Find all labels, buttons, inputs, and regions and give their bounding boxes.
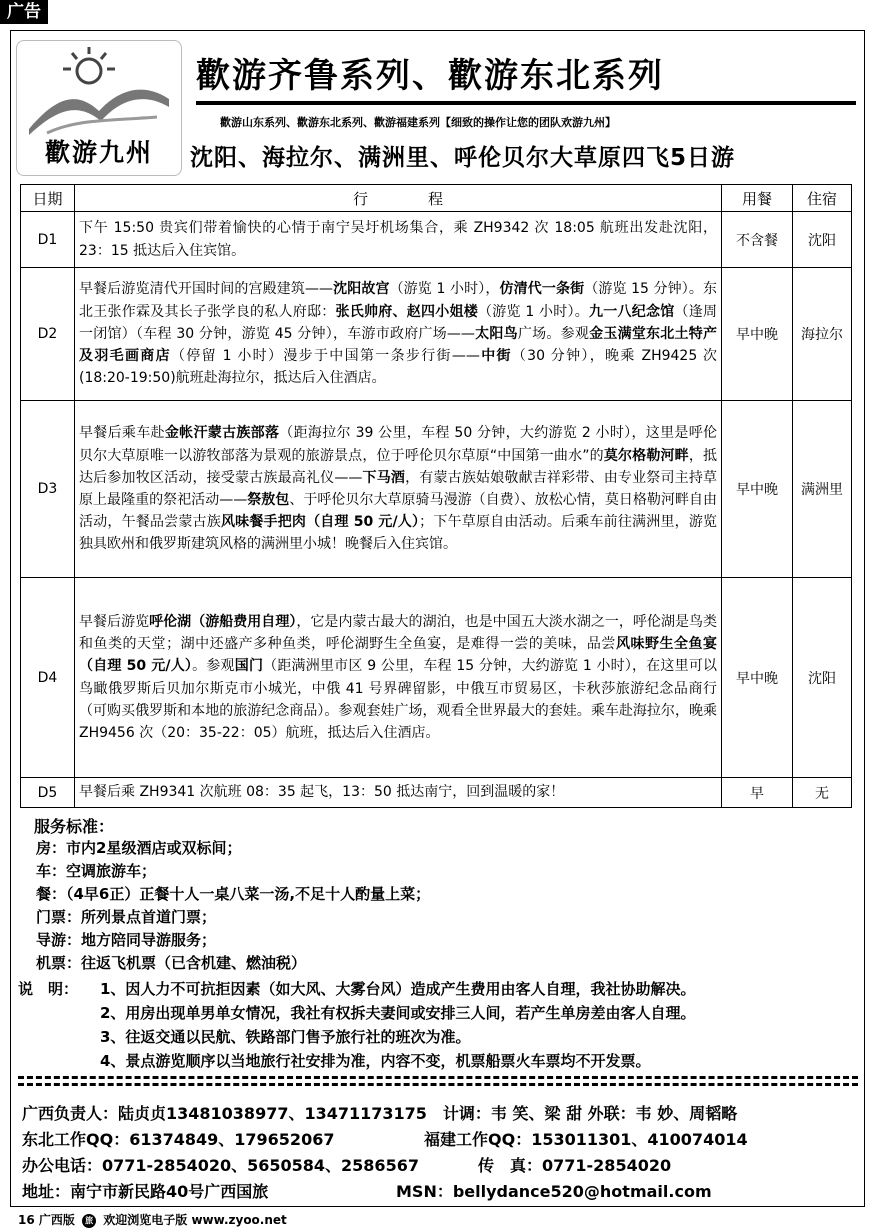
sun-mountain-icon xyxy=(17,41,181,141)
day-cell: D5 xyxy=(21,778,75,808)
edition-label: 广西版 xyxy=(38,1213,75,1227)
itinerary-text: （距海拉尔 39 公里，车程 50 分钟，大约游览 2 小时），这里是呼伦贝尔大草原唯一以游牧部落为景观的旅游景点，位于呼伦贝尔草原“中国第一曲水”的 xyxy=(79,425,718,464)
hotel-cell: 沈阳 xyxy=(793,578,852,778)
header-meal: 用餐 xyxy=(722,185,793,212)
itinerary-text: ，它是内蒙古最大的湖泊，也是中国五大淡水湖之一，呼伦湖是鸟类和鱼类的天堂；湖中还盛产多种鱼类，呼伦湖野生全鱼宴，是难得一尝的美味，品尝 xyxy=(79,613,718,653)
itinerary-text: ，有蒙古族姑娘敬献吉祥彩带、由专业祭司主持草原上最隆重的祭祀活动—— xyxy=(79,469,718,508)
note-item xyxy=(100,1050,650,1071)
itinerary-text: 早餐后游览 xyxy=(79,613,150,630)
itinerary-cell xyxy=(75,268,722,401)
notes-label: 说 明： xyxy=(18,980,79,998)
itinerary-text: 广场。参观 xyxy=(517,325,590,342)
itinerary-text: （游览 15 分钟）。东北王张作霖及其长子张学良的私人府邸： xyxy=(79,281,718,320)
highlight-text: 金玉满堂东北土特产及羽毛画商店 xyxy=(79,325,718,365)
highlight-text: 国门 xyxy=(234,658,264,675)
meal-cell: 早中晚 xyxy=(722,268,793,401)
service-item: 导游：地方陪同导游服务； xyxy=(36,931,217,949)
itinerary-text: （30 分钟），晚乘 ZH9425 次(18:20-19:50)航班赴海拉尔，抵达后入住酒店。 xyxy=(79,348,717,387)
table-row xyxy=(21,401,852,578)
highlight-text: 风味野生全鱼宴（自理 50 元/人） xyxy=(79,636,718,675)
itinerary-text: 。参观 xyxy=(192,658,235,675)
route-title: 沈阳、海拉尔、满洲里、呼伦贝尔大草原四飞5日游 xyxy=(190,145,736,171)
service-item: 车：空调旅游车； xyxy=(36,862,157,880)
divider xyxy=(18,1076,858,1079)
day-cell: D1 xyxy=(21,212,75,268)
table-row xyxy=(21,212,852,268)
office-phone: 办公电话：0771-2854020、5650584、2586567 xyxy=(22,1156,419,1175)
brand-logo-icon: 旅 xyxy=(82,1214,96,1228)
itinerary-text: 早餐后乘 ZH9341 次航班 08：35 起飞，13：50 抵达南宁，回到温暖的家！ xyxy=(79,784,565,801)
footer-welcome: 欢迎浏览电子版 www.zyoo.net xyxy=(103,1213,287,1227)
company-logo xyxy=(16,40,182,176)
day-cell: D2 xyxy=(21,268,75,401)
highlight-text: 莫尔格勒河畔 xyxy=(603,447,689,464)
header-day: 日期 xyxy=(21,185,75,212)
itinerary-text: ，抵达后参加牧区活动，接受蒙古族最高礼仪—— xyxy=(79,447,717,486)
contact-line-1: 广西负责人：陆贞贞13481038977、13471173175 计调：韦 笑、梁 甜 外联：韦 妙、周韬略 xyxy=(22,1104,738,1123)
service-item: 房：市内2星级酒店或双标间； xyxy=(36,839,242,857)
logo-text: 歡游九州 xyxy=(44,138,153,167)
itinerary-body xyxy=(21,212,852,808)
ad-tag: 广告 xyxy=(0,0,48,24)
highlight-text: 金帐汗蒙古族部落 xyxy=(164,425,280,442)
hotel-cell: 满洲里 xyxy=(793,401,852,578)
itinerary-text: （游览 1 小时）。 xyxy=(477,303,590,320)
qq-northeast: 东北工作QQ：61374849、179652067 xyxy=(22,1130,335,1149)
itinerary-text: （游览 1 小时）， xyxy=(389,281,500,298)
itinerary-cell xyxy=(75,778,722,808)
note-item-text: 4、景点游览顺序以当地旅行社安排为准，内容不变， xyxy=(100,1052,456,1070)
meal-cell: 早中晚 xyxy=(722,578,793,778)
highlight-text: 下马酒 xyxy=(362,469,406,486)
highlight-text: 祭敖包 xyxy=(247,492,290,508)
meal-cell: 早中晚 xyxy=(722,401,793,578)
note-item: 3、往返交通以民航、铁路部门售予旅行社的班次为准。 xyxy=(100,1028,471,1046)
itinerary-text: 、于呼伦贝尔大草原骑马漫游（自费）、放松心情，莫日格勒河畔自由活动，午餐品尝蒙古族 xyxy=(79,492,718,531)
note-item: 1、因人力不可抗拒因素（如大风、大雾台风）造成产生费用由客人自理，我社协助解决。 xyxy=(100,980,696,998)
itinerary-text: ；下午草原自由活动。后乘车前往满洲里，游览独具欧州和俄罗斯建筑风格的满洲里小城！晚餐后入住宾馆。 xyxy=(79,514,718,553)
itinerary-table xyxy=(20,184,852,808)
service-item: 餐：（4早6正）正餐十人一桌八菜一汤,不足十人酌量上菜； xyxy=(36,885,431,903)
header-hotel: 住宿 xyxy=(793,185,852,212)
itinerary-cell xyxy=(75,578,722,778)
itinerary-text: （距满洲里市区 9 公里，车程 15 分钟，大约游览 1 小时），在这里可以鸟瞰俄罗斯后贝加尔斯克市小城光，中俄 41 号界碑留影，中俄互市贸易区，卡秋莎旅游纪念品商行（可购买俄罗斯和本地的旅游纪念商品）。参观套娃广场，观看全世界最大的套娃。乘车赴海拉尔，晚乘 ZH9456 次（20：35-22：05）航班，抵达后入住酒店。 xyxy=(79,658,718,741)
main-title: 歡游齐鲁系列、歡游东北系列 xyxy=(196,56,664,96)
service-title: 服务标准： xyxy=(34,817,115,836)
service-item: 门票：所列景点首道门票； xyxy=(36,908,217,926)
title-rule xyxy=(196,101,856,105)
fax: 传 真：0771-2854020 xyxy=(478,1156,672,1175)
highlight-text: 呼伦湖（游船费用自理） xyxy=(149,613,297,630)
itinerary-cell xyxy=(75,401,722,578)
table-row xyxy=(21,578,852,778)
hotel-cell: 沈阳 xyxy=(793,212,852,268)
itinerary-text: 早餐后乘车赴 xyxy=(79,425,165,442)
hotel-cell: 无 xyxy=(793,778,852,808)
hotel-cell: 海拉尔 xyxy=(793,268,852,401)
note-item-bold: 机票船票火车票均不开发票。 xyxy=(455,1052,651,1070)
highlight-text: 风味餐手把肉（自理 50 元/人） xyxy=(220,514,420,531)
divider xyxy=(18,1083,858,1086)
page-number: 16 xyxy=(18,1213,35,1227)
highlight-text: 张氏帅府、赵四小姐楼 xyxy=(335,303,478,320)
table-header-row xyxy=(21,185,852,212)
table-row xyxy=(21,778,852,808)
day-cell: D4 xyxy=(21,578,75,778)
highlight-text: 沈阳故宫 xyxy=(332,281,390,298)
qq-fujian: 福建工作QQ：153011301、410074014 xyxy=(424,1130,748,1149)
itinerary-text: 下午 15:50 贵宾们带着愉快的心情于南宁吴圩机场集合，乘 ZH9342 次 18:05 航班出发赴沈阳，23：15 抵达后入住宾馆。 xyxy=(79,220,717,259)
table-row xyxy=(21,268,852,401)
sub-series: 歡游山东系列、歡游东北系列、歡游福建系列【细致的操作让您的团队欢游九州】 xyxy=(220,116,616,129)
meal-cell: 早 xyxy=(722,778,793,808)
header-itinerary: 行 程 xyxy=(75,185,722,212)
itinerary-text: （停留 1 小时）漫步于中国第一条步行街—— xyxy=(170,348,480,365)
meal-cell: 不含餐 xyxy=(722,212,793,268)
address: 地址：南宁市新民路40号广西国旅 xyxy=(22,1182,269,1201)
day-cell: D3 xyxy=(21,401,75,578)
itinerary-text: 早餐后游览清代开国时间的宫殿建筑—— xyxy=(79,281,333,298)
page-footer xyxy=(18,1211,287,1228)
note-item: 2、用房出现单男单女情况，我社有权拆夫妻间或安排三人间，若产生单房差由客人自理。 xyxy=(100,1004,696,1022)
highlight-text: 太阳鸟 xyxy=(474,325,518,342)
highlight-text: 中街 xyxy=(479,348,512,365)
highlight-text: 仿清代一条街 xyxy=(499,281,585,298)
itinerary-text: （逢周一闭馆）（车程 30 分钟，游览 45 分钟），车游市政府广场—— xyxy=(79,303,718,342)
service-item: 机票：往返飞机票（已含机建、燃油税） xyxy=(36,954,307,972)
msn: MSN：bellydance520@hotmail.com xyxy=(396,1182,712,1201)
itinerary-cell xyxy=(75,212,722,268)
highlight-text: 九一八纪念馆 xyxy=(589,303,675,320)
